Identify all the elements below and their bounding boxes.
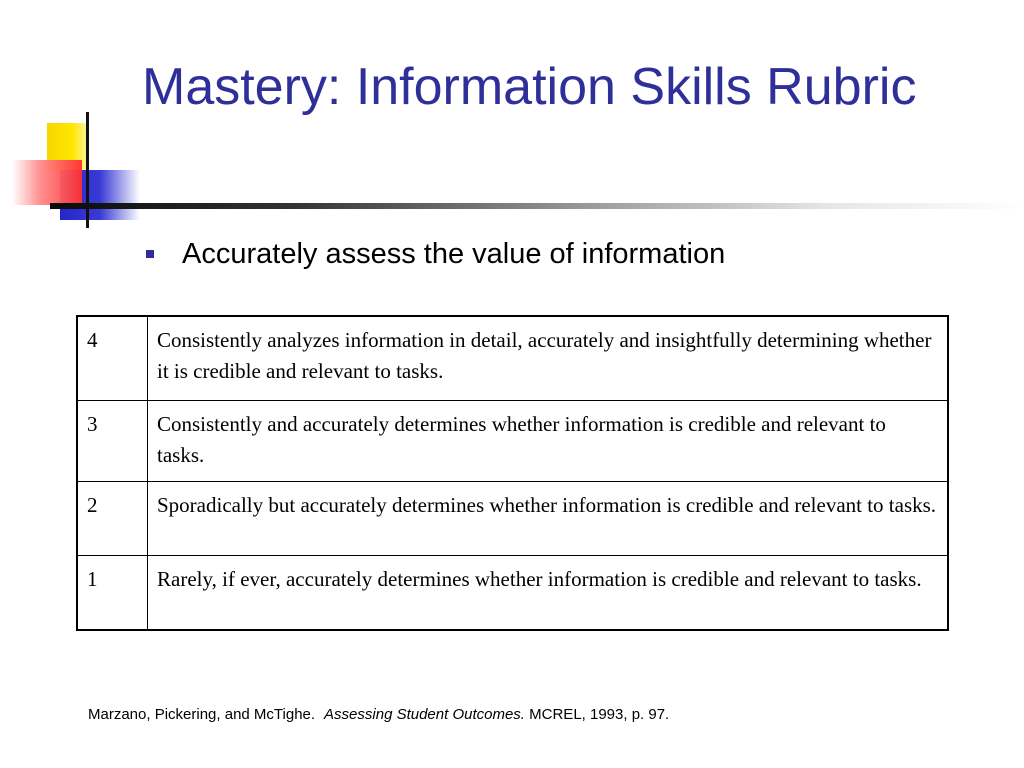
rubric-description: Sporadically but accurately determines whether information is credible and relevant to tasks.	[148, 482, 949, 556]
rubric-row	[77, 401, 948, 482]
square-bullet-icon	[146, 250, 154, 258]
citation-authors: Marzano, Pickering, and McTighe.	[88, 706, 316, 723]
citation-title: Assessing Student Outcomes.	[324, 706, 525, 723]
bullet-text: Accurately assess the value of information	[182, 237, 726, 270]
rubric-table	[76, 315, 949, 631]
title-underline	[50, 203, 1024, 209]
rubric-row	[77, 482, 948, 556]
rubric-row	[77, 316, 948, 401]
rubric-description: Consistently analyzes information in detail, accurately and insightfully determining whether it is credible and relevant to tasks.	[148, 316, 949, 401]
rubric-score: 3	[77, 401, 148, 482]
rubric-row	[77, 556, 948, 631]
rubric-description: Consistently and accurately determines whether information is credible and relevant to tasks.	[148, 401, 949, 482]
citation	[88, 706, 669, 723]
citation-publisher: MCREL, 1993, p. 97.	[524, 706, 670, 723]
slide-title: Mastery: Information Skills Rubric	[142, 58, 917, 116]
decorative-vertical-line	[86, 112, 89, 228]
rubric-description: Rarely, if ever, accurately determines whether information is credible and relevant to tasks.	[148, 556, 949, 631]
rubric-score: 4	[77, 316, 148, 401]
rubric-score: 2	[77, 482, 148, 556]
rubric-score: 1	[77, 556, 148, 631]
decorative-red-square	[12, 160, 82, 205]
bullet-point	[146, 236, 725, 272]
